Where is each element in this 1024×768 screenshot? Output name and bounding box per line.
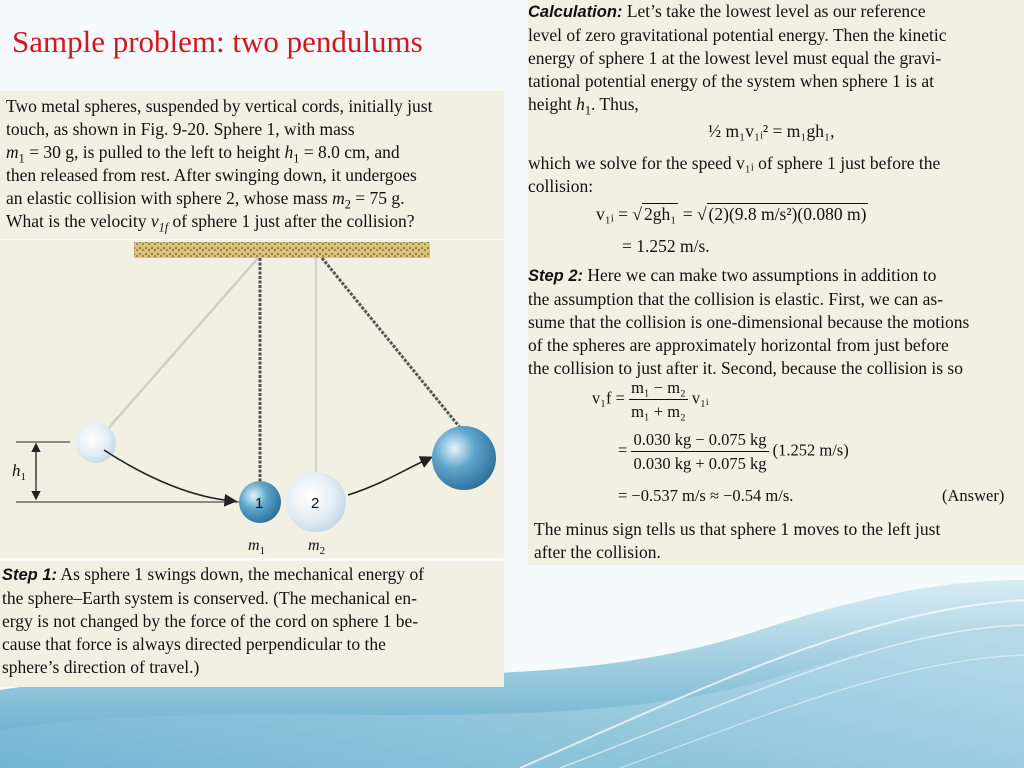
step2-line-5: the collision to just after it. Second, because the collision is so bbox=[528, 358, 963, 378]
equation-speed: v₁ᵢ = √ 2gh₁ = √ (2)(9.8 m/s²)(0.080 m) bbox=[596, 204, 867, 224]
problem-line-3: $m_1 = 30$ g, is pulled to the left to height $h_1 = 8.0$ cm, and bbox=[6, 142, 400, 166]
m1-label: $m_1$ bbox=[248, 537, 266, 557]
cord-sphere2 bbox=[322, 258, 462, 430]
calculation-panel bbox=[528, 0, 1024, 565]
calc-line-6: which we solve for the speed v₁ᵢ of sphere 1 just before the bbox=[528, 153, 941, 173]
pendulum-figure bbox=[0, 240, 504, 558]
sphere2-after bbox=[432, 426, 496, 490]
step2-line-3: sume that the collision is one-dimensional because the motions bbox=[528, 312, 970, 332]
calc-line-4: tational potential energy of the system when sphere 1 is at bbox=[528, 71, 934, 91]
h1-label: $h_1$ bbox=[12, 461, 26, 483]
problem-line-4: then released from rest. After swinging down, it undergoes bbox=[6, 165, 417, 185]
conclusion-line-1: The minus sign tells us that sphere 1 moves to the left just bbox=[534, 519, 941, 539]
problem-statement bbox=[0, 91, 504, 239]
sphere2-swing-arrow bbox=[348, 458, 430, 495]
step1-line-5: sphere’s direction of travel.) bbox=[2, 657, 200, 677]
step2-line-4: of the spheres are approximately horizontal from just before bbox=[528, 335, 949, 355]
calculation-paragraph bbox=[528, 0, 1022, 116]
step1-line-4: cause that force is always directed perpendicular to the bbox=[2, 634, 386, 654]
slide-title: Sample problem: two pendulums bbox=[12, 24, 423, 59]
sphere1-start-ghost bbox=[76, 423, 116, 463]
sphere2-label: 2 bbox=[311, 495, 320, 512]
m2-label: $m_2$ bbox=[308, 537, 326, 557]
problem-line-2: touch, as shown in Fig. 9-20. Sphere 1, with mass bbox=[6, 119, 355, 139]
step2-paragraph bbox=[528, 264, 1022, 380]
calc-line-2: level of zero gravitational potential energy. Then the kinetic bbox=[528, 25, 947, 45]
equation-velocity-result: = −0.537 m/s ≈ −0.54 m/s. bbox=[618, 486, 794, 505]
step1-line-2: the sphere–Earth system is conserved. (The mechanical en- bbox=[2, 588, 417, 608]
swing-arrow bbox=[104, 450, 234, 501]
problem-line-5: an elastic collision with sphere 2, whose mass $m_2 = 75$ g. bbox=[6, 188, 405, 212]
calc-line-5: height $h_1$. Thus, bbox=[528, 94, 639, 118]
conclusion-line-2: after the collision. bbox=[534, 542, 661, 562]
pendulum-diagram bbox=[0, 240, 504, 558]
calc-line-1: Calculation: Let’s take the lowest level as our reference bbox=[528, 1, 926, 21]
answer-label: (Answer) bbox=[942, 486, 1005, 505]
step1-line-3: ergy is not changed by the force of the cord on sphere 1 be- bbox=[2, 611, 419, 631]
equation-velocity-numbers: = $\frac{0.030 kg - 0.075 kg}{0.030 kg + 0.075 kg}$ (1.252 m/s) bbox=[618, 430, 849, 473]
calc-paragraph-2 bbox=[528, 152, 1022, 198]
calc-line-3: energy of sphere 1 at the lowest level must equal the gravi- bbox=[528, 48, 942, 68]
cord-faint-left bbox=[98, 258, 258, 440]
problem-line-1: Two metal spheres, suspended by vertical cords, initially just bbox=[6, 96, 433, 116]
step2-line-2: the assumption that the collision is elastic. First, we can as- bbox=[528, 289, 944, 309]
conclusion-paragraph bbox=[534, 518, 1022, 564]
equation-speed-result: = 1.252 m/s. bbox=[622, 236, 710, 256]
step1-line-1: Step 1: As sphere 1 swings down, the mechanical energy of bbox=[2, 564, 425, 584]
problem-line-6: What is the velocity $v_{1f}$ of sphere 1 just after the collision? bbox=[6, 211, 415, 235]
step1-text bbox=[0, 561, 504, 687]
equation-velocity-formula: v₁f = $\frac{\text{m₁ − m₂}}{\text{m₁ + m₂}}$ v₁ᵢ bbox=[592, 378, 709, 421]
ceiling-bar bbox=[134, 242, 430, 258]
step2-line-1: Step 2: Here we can make two assumptions in addition to bbox=[528, 265, 937, 285]
sphere1-label: 1 bbox=[255, 495, 264, 512]
calc-line-7: collision: bbox=[528, 176, 594, 196]
equation-energy: ½ m₁v₁ᵢ² = m₁gh₁, bbox=[708, 121, 835, 141]
